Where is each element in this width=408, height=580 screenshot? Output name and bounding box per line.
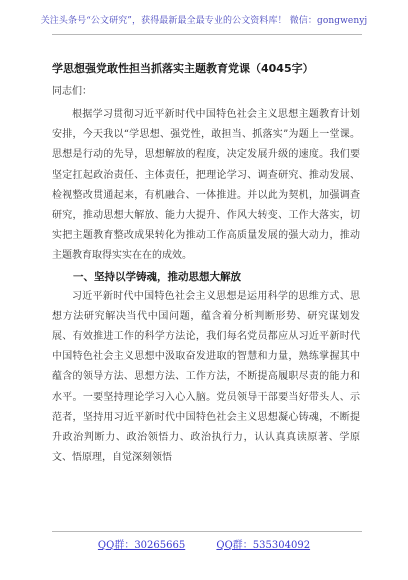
greeting: 同志们： xyxy=(52,86,92,97)
header-banner: 关注头条号“公文研究”，获得最新最全最专业的公文资料库！ 微信：gongwenyj xyxy=(40,16,368,26)
footer-qq-group-1: QQ群：30265665 xyxy=(97,540,186,551)
footer-divider xyxy=(52,531,362,532)
footer-contacts xyxy=(0,536,408,551)
intro-paragraph: 根据学习贯彻习近平新时代中国特色社会主义思想主题教育计划安排，今天我以“学思想、强党性，敢担当、抓落实”为题上一堂课。思想是行动的先导，思想解放的程度，决定发展升级的速度。我们要坚定扛起政治责任、主体责任，把理论学习、调查研究、推动发展、检视整改贯通起来，有机融合、一体推进。并以此为契机，加强调查研究，推动思想大解放、能力大提升、作风大转变、工作大落实，切实把主题教育整改成果转化为推动工作高质量发展的强大动力，推动主题教育取得实实在在的成效。 xyxy=(52,109,360,262)
section-heading: 一、坚持以学铸魂，推动思想大解放 xyxy=(73,270,241,283)
footer-qq-group-2: QQ群：535304092 xyxy=(216,540,311,551)
header-divider xyxy=(52,34,362,35)
section-paragraph: 习近平新时代中国特色社会主义思想是运用科学的思维方式、思想方法研究解决当代中国问题，蕴含着分析判断形势、研究谋划发展、有效推进工作的科学方法论，我们每名党员都应从习近平新时代中国特色社会主义思想中汲取奋发进取的智慧和力量，熟练掌握其中蕴含的领导方法、思想方法、工作方法，不断提高履职尽责的能力和水平。一要坚持理论学习入心入脑。党员领导干部要当好带头人、示范者，坚持用习近平新时代中国特色社会主义思想凝心铸魂，不断提升政治判断力、政治领悟力、政治执行力，认认真真读原著、学原文、悟原理，自觉深刻领悟 xyxy=(52,290,360,464)
document-title: 学思想强党敢性担当抓落实主题教育党课（4045字） xyxy=(52,62,314,75)
document-body xyxy=(52,62,360,468)
